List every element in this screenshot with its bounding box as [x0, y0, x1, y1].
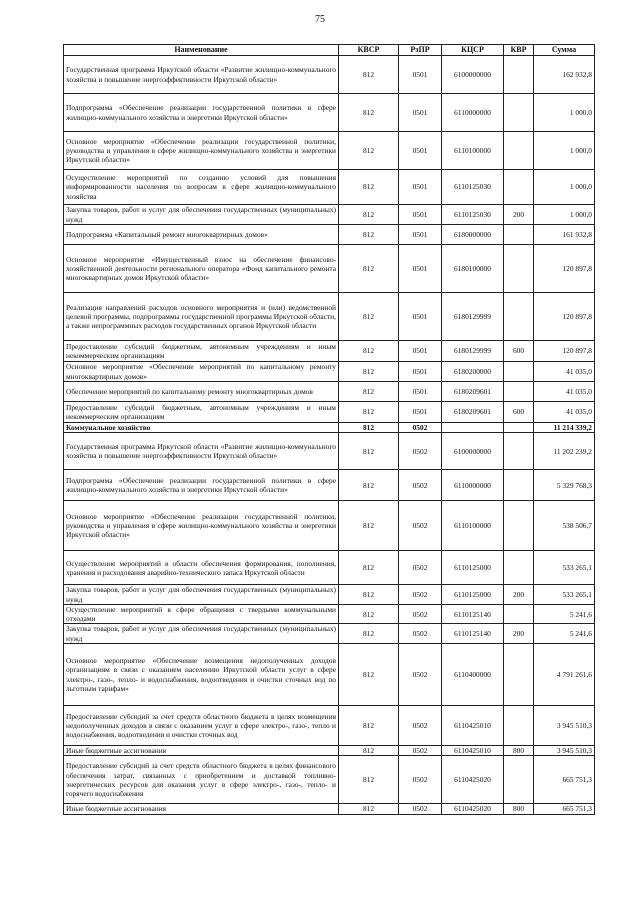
row-sum: 120 897,8 [534, 293, 595, 341]
row-sum: 161 932,8 [534, 225, 595, 245]
row-rzpr: 0501 [399, 402, 442, 423]
table-row [64, 433, 595, 470]
row-name: Основное мероприятие «Обеспечение реализации государственной политики, руководства и управления в сфере жилищно-коммунального хозяйства и энергетики Иркутской области» [64, 132, 339, 170]
row-kvsr: 812 [339, 56, 399, 94]
row-rzpr: 0501 [399, 341, 442, 362]
row-kvr [504, 470, 534, 501]
row-rzpr: 0502 [399, 470, 442, 501]
row-kvr [504, 382, 534, 402]
table-row [64, 551, 595, 585]
row-kcsr: 6110125000 [442, 585, 504, 605]
row-sum: 11 202 239,2 [534, 433, 595, 470]
row-kcsr: 6110425010 [442, 746, 504, 756]
row-name: Предоставление субсидий бюджетным, автономным учреждениям и иным некоммерческим организациям [64, 402, 339, 423]
row-kvsr: 812 [339, 746, 399, 756]
row-name: Закупка товаров, работ и услуг для обеспечения государственных (муниципальных) нужд [64, 624, 339, 644]
page-number: 75 [315, 14, 325, 25]
table-row [64, 644, 595, 706]
table-row [64, 382, 595, 402]
table-row [64, 245, 595, 293]
row-sum: 1 000,0 [534, 94, 595, 132]
row-rzpr: 0502 [399, 423, 442, 433]
row-kvsr: 812 [339, 624, 399, 644]
row-kcsr [442, 423, 504, 433]
row-rzpr: 0501 [399, 94, 442, 132]
table-row [64, 225, 595, 245]
row-rzpr: 0501 [399, 293, 442, 341]
row-name: Осуществление мероприятий в области обеспечения формирования, пополнения, хранения и расходования аварийно-технического запаса Иркутской области [64, 551, 339, 585]
row-name: Государственная программа Иркутской области «Развитие жилищно-коммунального хозяйства и повышение энергоэффективности Иркутской области» [64, 56, 339, 94]
row-name: Предоставление субсидий за счет средств областного бюджета в целях возмещения недополученных доходов в связи с оказанием услуг в сфере электро-, газо-, тепло и водоснабжения, водоотведения и очистки сточных вод [64, 706, 339, 746]
row-kvsr: 812 [339, 756, 399, 804]
row-kvsr: 812 [339, 501, 399, 551]
row-kvr [504, 170, 534, 205]
row-kvr [504, 706, 534, 746]
row-sum: 533 265,1 [534, 585, 595, 605]
row-kvsr: 812 [339, 470, 399, 501]
row-name: Подпрограмма «Обеспечение реализации государственной политики в сфере жилищно-коммунального хозяйства и энергетики Иркутской области» [64, 94, 339, 132]
header-kcsr: КЦСР [442, 45, 504, 56]
row-kvr [504, 604, 534, 624]
row-kvsr: 812 [339, 362, 399, 382]
row-name: Подпрограмма «Обеспечение реализации государственной политики в сфере жилищно-коммунального хозяйства и энергетики Иркутской области» [64, 470, 339, 501]
row-kcsr: 6180100000 [442, 245, 504, 293]
row-kvr [504, 501, 534, 551]
row-name: Осуществление мероприятий в сфере обращения с твердыми коммунальными отходами [64, 604, 339, 624]
row-kcsr: 6110100000 [442, 132, 504, 170]
row-kvr [504, 551, 534, 585]
header-sum: Сумма [534, 45, 595, 56]
row-rzpr: 0502 [399, 604, 442, 624]
row-name: Подпрограмма «Капитальный ремонт многоквартирных домов» [64, 225, 339, 245]
row-rzpr: 0501 [399, 362, 442, 382]
table-row [64, 706, 595, 746]
row-sum: 3 945 510,3 [534, 746, 595, 756]
row-kvsr: 812 [339, 341, 399, 362]
row-name: Закупка товаров, работ и услуг для обеспечения государственных (муниципальных) нужд [64, 585, 339, 605]
table-row [64, 423, 595, 433]
row-kvr [504, 132, 534, 170]
row-kvsr: 812 [339, 604, 399, 624]
row-kvr [504, 94, 534, 132]
row-name: Обеспечение мероприятий по капитальному ремонту многоквартирных домов [64, 382, 339, 402]
row-rzpr: 0502 [399, 756, 442, 804]
row-sum: 3 945 510,3 [534, 706, 595, 746]
row-name: Государственная программа Иркутской области «Развитие жилищно-коммунального хозяйства и повышение энергоэффективности Иркутской области» [64, 433, 339, 470]
row-kvr: 200 [504, 205, 534, 225]
row-kcsr: 6110000000 [442, 470, 504, 501]
table-row [64, 341, 595, 362]
header-kvsr: КВСР [339, 45, 399, 56]
table-row [64, 470, 595, 501]
row-rzpr: 0502 [399, 804, 442, 814]
row-kvr: 600 [504, 341, 534, 362]
table-row [64, 56, 595, 94]
row-kcsr: 6180200000 [442, 362, 504, 382]
table-row [64, 604, 595, 624]
row-kvr [504, 756, 534, 804]
row-kvr: 200 [504, 585, 534, 605]
row-kvsr: 812 [339, 170, 399, 205]
table-row [64, 585, 595, 605]
table-row [64, 501, 595, 551]
row-name: Иные бюджетные ассигнования [64, 746, 339, 756]
row-name: Закупка товаров, работ и услуг для обеспечения государственных (муниципальных) нужд [64, 205, 339, 225]
row-kvsr: 812 [339, 94, 399, 132]
row-sum: 5 241,6 [534, 624, 595, 644]
row-rzpr: 0501 [399, 245, 442, 293]
row-sum: 120 897,8 [534, 245, 595, 293]
table-row [64, 132, 595, 170]
row-kvsr: 812 [339, 804, 399, 814]
row-kcsr: 6110125000 [442, 551, 504, 585]
table-row [64, 756, 595, 804]
row-sum: 120 897,8 [534, 341, 595, 362]
row-name: Основное мероприятие «Обеспечение реализации государственной политики, руководства и управления в сфере жилищно-коммунального хозяйства и энергетики Иркутской области» [64, 501, 339, 551]
row-kvr [504, 433, 534, 470]
row-rzpr: 0502 [399, 585, 442, 605]
row-sum: 533 265,1 [534, 551, 595, 585]
row-sum: 5 241,6 [534, 604, 595, 624]
row-kcsr: 6110100000 [442, 501, 504, 551]
row-kvr: 800 [504, 804, 534, 814]
row-kvr [504, 644, 534, 706]
row-sum: 41 035,0 [534, 402, 595, 423]
row-sum: 1 000,0 [534, 132, 595, 170]
row-sum: 5 329 768,3 [534, 470, 595, 501]
row-kcsr: 6110125030 [442, 205, 504, 225]
table-row [64, 746, 595, 756]
table-row [64, 804, 595, 814]
row-rzpr: 0501 [399, 205, 442, 225]
row-kvsr: 812 [339, 132, 399, 170]
table-row [64, 205, 595, 225]
row-kvsr: 812 [339, 205, 399, 225]
row-kcsr: 6180000000 [442, 225, 504, 245]
row-rzpr: 0501 [399, 225, 442, 245]
row-kvsr: 812 [339, 293, 399, 341]
row-kvsr: 812 [339, 644, 399, 706]
row-sum: 162 932,8 [534, 56, 595, 94]
row-kcsr: 6110425020 [442, 756, 504, 804]
row-kvr [504, 225, 534, 245]
row-kvsr: 812 [339, 245, 399, 293]
table-header-row [64, 45, 595, 56]
row-kvsr: 812 [339, 585, 399, 605]
row-kcsr: 6110425010 [442, 706, 504, 746]
table-row [64, 624, 595, 644]
row-name: Коммунальное хозяйство [64, 423, 339, 433]
row-sum: 41 035,0 [534, 362, 595, 382]
header-kvr: КВР [504, 45, 534, 56]
row-kcsr: 6180129999 [442, 293, 504, 341]
row-kvsr: 812 [339, 423, 399, 433]
row-kcsr: 6110400000 [442, 644, 504, 706]
table-body [64, 56, 595, 815]
row-sum: 538 506,7 [534, 501, 595, 551]
row-rzpr: 0502 [399, 433, 442, 470]
row-kvr [504, 245, 534, 293]
row-name: Иные бюджетные ассигнования [64, 804, 339, 814]
row-kvsr: 812 [339, 225, 399, 245]
row-kvsr: 812 [339, 551, 399, 585]
row-name: Предоставление субсидий за счет средств областного бюджета в целях финансового обеспечения затрат, связанных с приобретением и доставкой топливно-энергетических ресурсов для оказания услуг в сфере электро-, газо-, тепло- и горячего водоснабжения [64, 756, 339, 804]
row-sum: 4 791 261,6 [534, 644, 595, 706]
row-kvsr: 812 [339, 382, 399, 402]
row-kcsr: 6100000000 [442, 433, 504, 470]
row-rzpr: 0502 [399, 746, 442, 756]
row-sum: 665 751,3 [534, 804, 595, 814]
row-rzpr: 0502 [399, 644, 442, 706]
header-name: Наименование [64, 45, 339, 56]
row-kvr [504, 293, 534, 341]
header-rzpr: РзПР [399, 45, 442, 56]
row-sum: 41 035,0 [534, 382, 595, 402]
row-name: Реализация направлений расходов основного мероприятия и (или) ведомственной целевой программы, подпрограммы государственной программы Иркутской области, а также непрограммных расходов государственных органов Иркутской области [64, 293, 339, 341]
row-rzpr: 0502 [399, 706, 442, 746]
row-name: Предоставление субсидий бюджетным, автономным учреждениям и иным некоммерческим организациям [64, 341, 339, 362]
table-row [64, 293, 595, 341]
row-rzpr: 0501 [399, 132, 442, 170]
row-rzpr: 0502 [399, 501, 442, 551]
row-kcsr: 6110000000 [442, 94, 504, 132]
row-sum: 665 751,3 [534, 756, 595, 804]
table-row [64, 170, 595, 205]
budget-table [63, 44, 595, 815]
row-name: Основное мероприятие «Обеспечение мероприятий по капитальному ремонту многоквартирных домов» [64, 362, 339, 382]
table-row [64, 402, 595, 423]
row-kvsr: 812 [339, 402, 399, 423]
row-kvr [504, 423, 534, 433]
row-rzpr: 0501 [399, 170, 442, 205]
row-kvr: 600 [504, 402, 534, 423]
row-kvr [504, 56, 534, 94]
row-name: Осуществление мероприятий по созданию условий для повышения информированности населения по вопросам в сфере жилищно-коммунального хозяйства [64, 170, 339, 205]
row-kcsr: 6100000000 [442, 56, 504, 94]
row-kcsr: 6110125140 [442, 624, 504, 644]
row-rzpr: 0501 [399, 56, 442, 94]
row-kcsr: 6110125030 [442, 170, 504, 205]
row-kcsr: 6110125140 [442, 604, 504, 624]
row-kcsr: 6180129999 [442, 341, 504, 362]
row-kvsr: 812 [339, 433, 399, 470]
row-sum: 1 000,0 [534, 170, 595, 205]
row-kvr: 200 [504, 624, 534, 644]
row-name: Основное мероприятие «Имущественный взнос на обеспечение финансово-хозяйственной деятельности регионального оператора «Фонд капитального ремонта многоквартирных домов Иркутской области» [64, 245, 339, 293]
row-kvsr: 812 [339, 706, 399, 746]
table-row [64, 94, 595, 132]
row-rzpr: 0502 [399, 551, 442, 585]
row-rzpr: 0502 [399, 624, 442, 644]
row-kcsr: 6110425020 [442, 804, 504, 814]
row-kcsr: 6180209601 [442, 402, 504, 423]
row-sum: 11 214 339,2 [534, 423, 595, 433]
row-kvr: 800 [504, 746, 534, 756]
row-name: Основное мероприятие «Обеспечение возмещения недополученных доходов организациям в связи с оказанием населению Иркутской области услуг в сфере электро-, газо-, тепло- и водоснабжения, водоотведения и очистки сточных вод по льготным тарифам» [64, 644, 339, 706]
table-row [64, 362, 595, 382]
row-kvr [504, 362, 534, 382]
row-sum: 1 000,0 [534, 205, 595, 225]
row-rzpr: 0501 [399, 382, 442, 402]
row-kcsr: 6180209601 [442, 382, 504, 402]
